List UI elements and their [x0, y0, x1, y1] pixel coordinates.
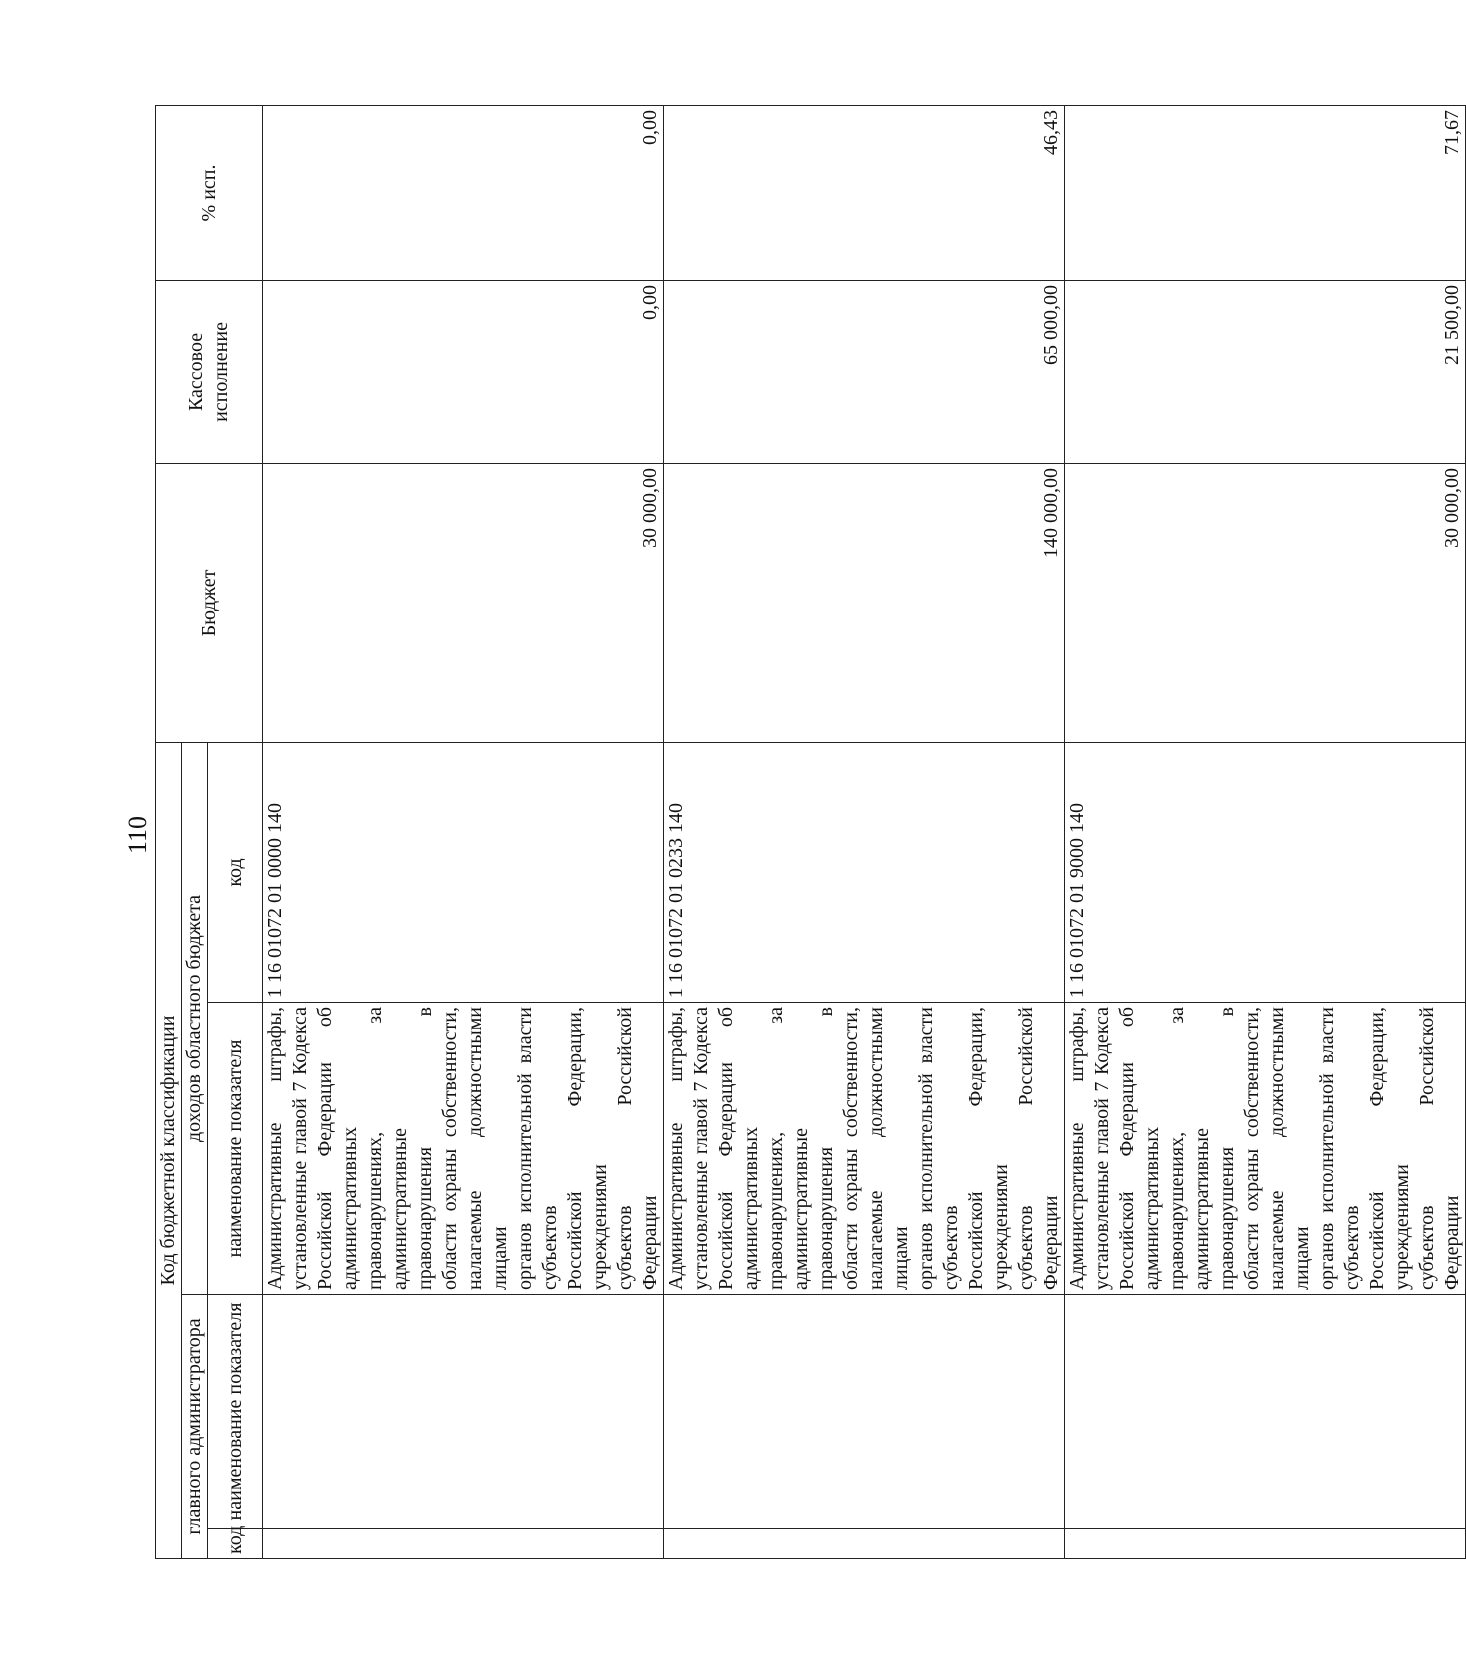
percent-cell: 0,00	[263, 105, 664, 280]
indicator-name-line: налагаемые должностными лицами	[1266, 1007, 1313, 1290]
cash-execution-cell: 65 000,00	[664, 280, 1065, 463]
percent-cell: 46,43	[664, 105, 1065, 280]
indicator-name-line: Российской Федерации об	[1116, 1007, 1138, 1290]
cash-execution-header: Кассовое исполнение	[156, 280, 263, 463]
indicator-name-cell	[664, 1003, 1065, 1295]
indicator-name-line: налагаемые должностными лицами	[865, 1007, 912, 1290]
indicator-name-line: органов исполнительной власти субъектов	[1316, 1007, 1363, 1290]
table-row	[1065, 105, 1466, 1558]
budget-cell: 140 000,00	[664, 463, 1065, 742]
admin-code-cell	[263, 1529, 664, 1559]
cash-execution-cell: 21 500,00	[1065, 280, 1466, 463]
chief-admin-header: главного администратора	[182, 1295, 208, 1559]
indicator-name-line: субъектов Российской Федерации	[1015, 1007, 1062, 1290]
indicator-name-line: административные правонарушения в	[389, 1007, 436, 1290]
budget-cell: 30 000,00	[1065, 463, 1466, 742]
indicator-name-line: области охраны собственности,	[439, 1007, 461, 1290]
indicator-name-line: Российской Федерации об	[715, 1007, 737, 1290]
admin-name-cell	[1065, 1295, 1466, 1529]
budget-cell: 30 000,00	[263, 463, 664, 742]
indicator-name-line: административные правонарушения в	[790, 1007, 837, 1290]
page-number: 110	[123, 815, 152, 855]
regional-income-header: доходов областного бюджета	[182, 742, 208, 1294]
income-code-cell: 1 16 01072 01 9000 140	[1065, 742, 1466, 1002]
admin-name-cell	[263, 1295, 664, 1529]
income-code-header: код	[208, 742, 263, 1002]
percent-cell: 71,67	[1065, 105, 1466, 280]
admin-code-cell	[1065, 1529, 1466, 1559]
admin-code-header: код	[208, 1529, 263, 1559]
indicator-name-line: субъектов Российской Федерации	[614, 1007, 661, 1290]
indicator-name-line: Административные штрафы,	[1066, 1007, 1088, 1290]
percent-header: % исп.	[156, 105, 263, 280]
indicator-name-line: установленные главой 7 Кодекса	[289, 1007, 311, 1290]
indicator-name-line: установленные главой 7 Кодекса	[1091, 1007, 1113, 1290]
rotated-table-wrapper	[155, 106, 1463, 1559]
indicator-name-line: административных правонарушениях, за	[339, 1007, 386, 1290]
table-row	[263, 105, 664, 1558]
indicator-name-line: Российской Федерации об	[314, 1007, 336, 1290]
budget-table	[155, 105, 1466, 1559]
budget-header: Бюджет	[156, 463, 263, 742]
indicator-name-line: органов исполнительной власти субъектов	[514, 1007, 561, 1290]
indicator-name-cell	[263, 1003, 664, 1295]
indicator-name-line: административные правонарушения в	[1191, 1007, 1238, 1290]
indicator-name-line: Российской Федерации, учреждениями	[965, 1007, 1012, 1290]
indicator-name-line: области охраны собственности,	[1241, 1007, 1263, 1290]
indicator-name-line: Российской Федерации, учреждениями	[564, 1007, 611, 1290]
classification-header: Код бюджетной классификации	[156, 742, 182, 1558]
admin-name-cell	[664, 1295, 1065, 1529]
indicator-name-line: области охраны собственности,	[840, 1007, 862, 1290]
indicator-name-line: административных правонарушениях, за	[1141, 1007, 1188, 1290]
indicator-name-line: административных правонарушениях, за	[740, 1007, 787, 1290]
table-row	[664, 105, 1065, 1558]
indicator-name-line: Российской Федерации, учреждениями	[1366, 1007, 1413, 1290]
income-code-cell: 1 16 01072 01 0233 140	[664, 742, 1065, 1002]
indicator-name-cell	[1065, 1003, 1466, 1295]
indicator-name-line: Административные штрафы,	[665, 1007, 687, 1290]
indicator-name-line: органов исполнительной власти субъектов	[915, 1007, 962, 1290]
admin-name-header: наименование показателя	[208, 1295, 263, 1529]
admin-code-cell	[664, 1529, 1065, 1559]
indicator-name-header: наименование показателя	[208, 1003, 263, 1295]
indicator-name-line: субъектов Российской Федерации	[1416, 1007, 1463, 1290]
income-code-cell: 1 16 01072 01 0000 140	[263, 742, 664, 1002]
indicator-name-line: Административные штрафы,	[264, 1007, 286, 1290]
cash-execution-cell: 0,00	[263, 280, 664, 463]
indicator-name-line: установленные главой 7 Кодекса	[690, 1007, 712, 1290]
indicator-name-line: налагаемые должностными лицами	[464, 1007, 511, 1290]
